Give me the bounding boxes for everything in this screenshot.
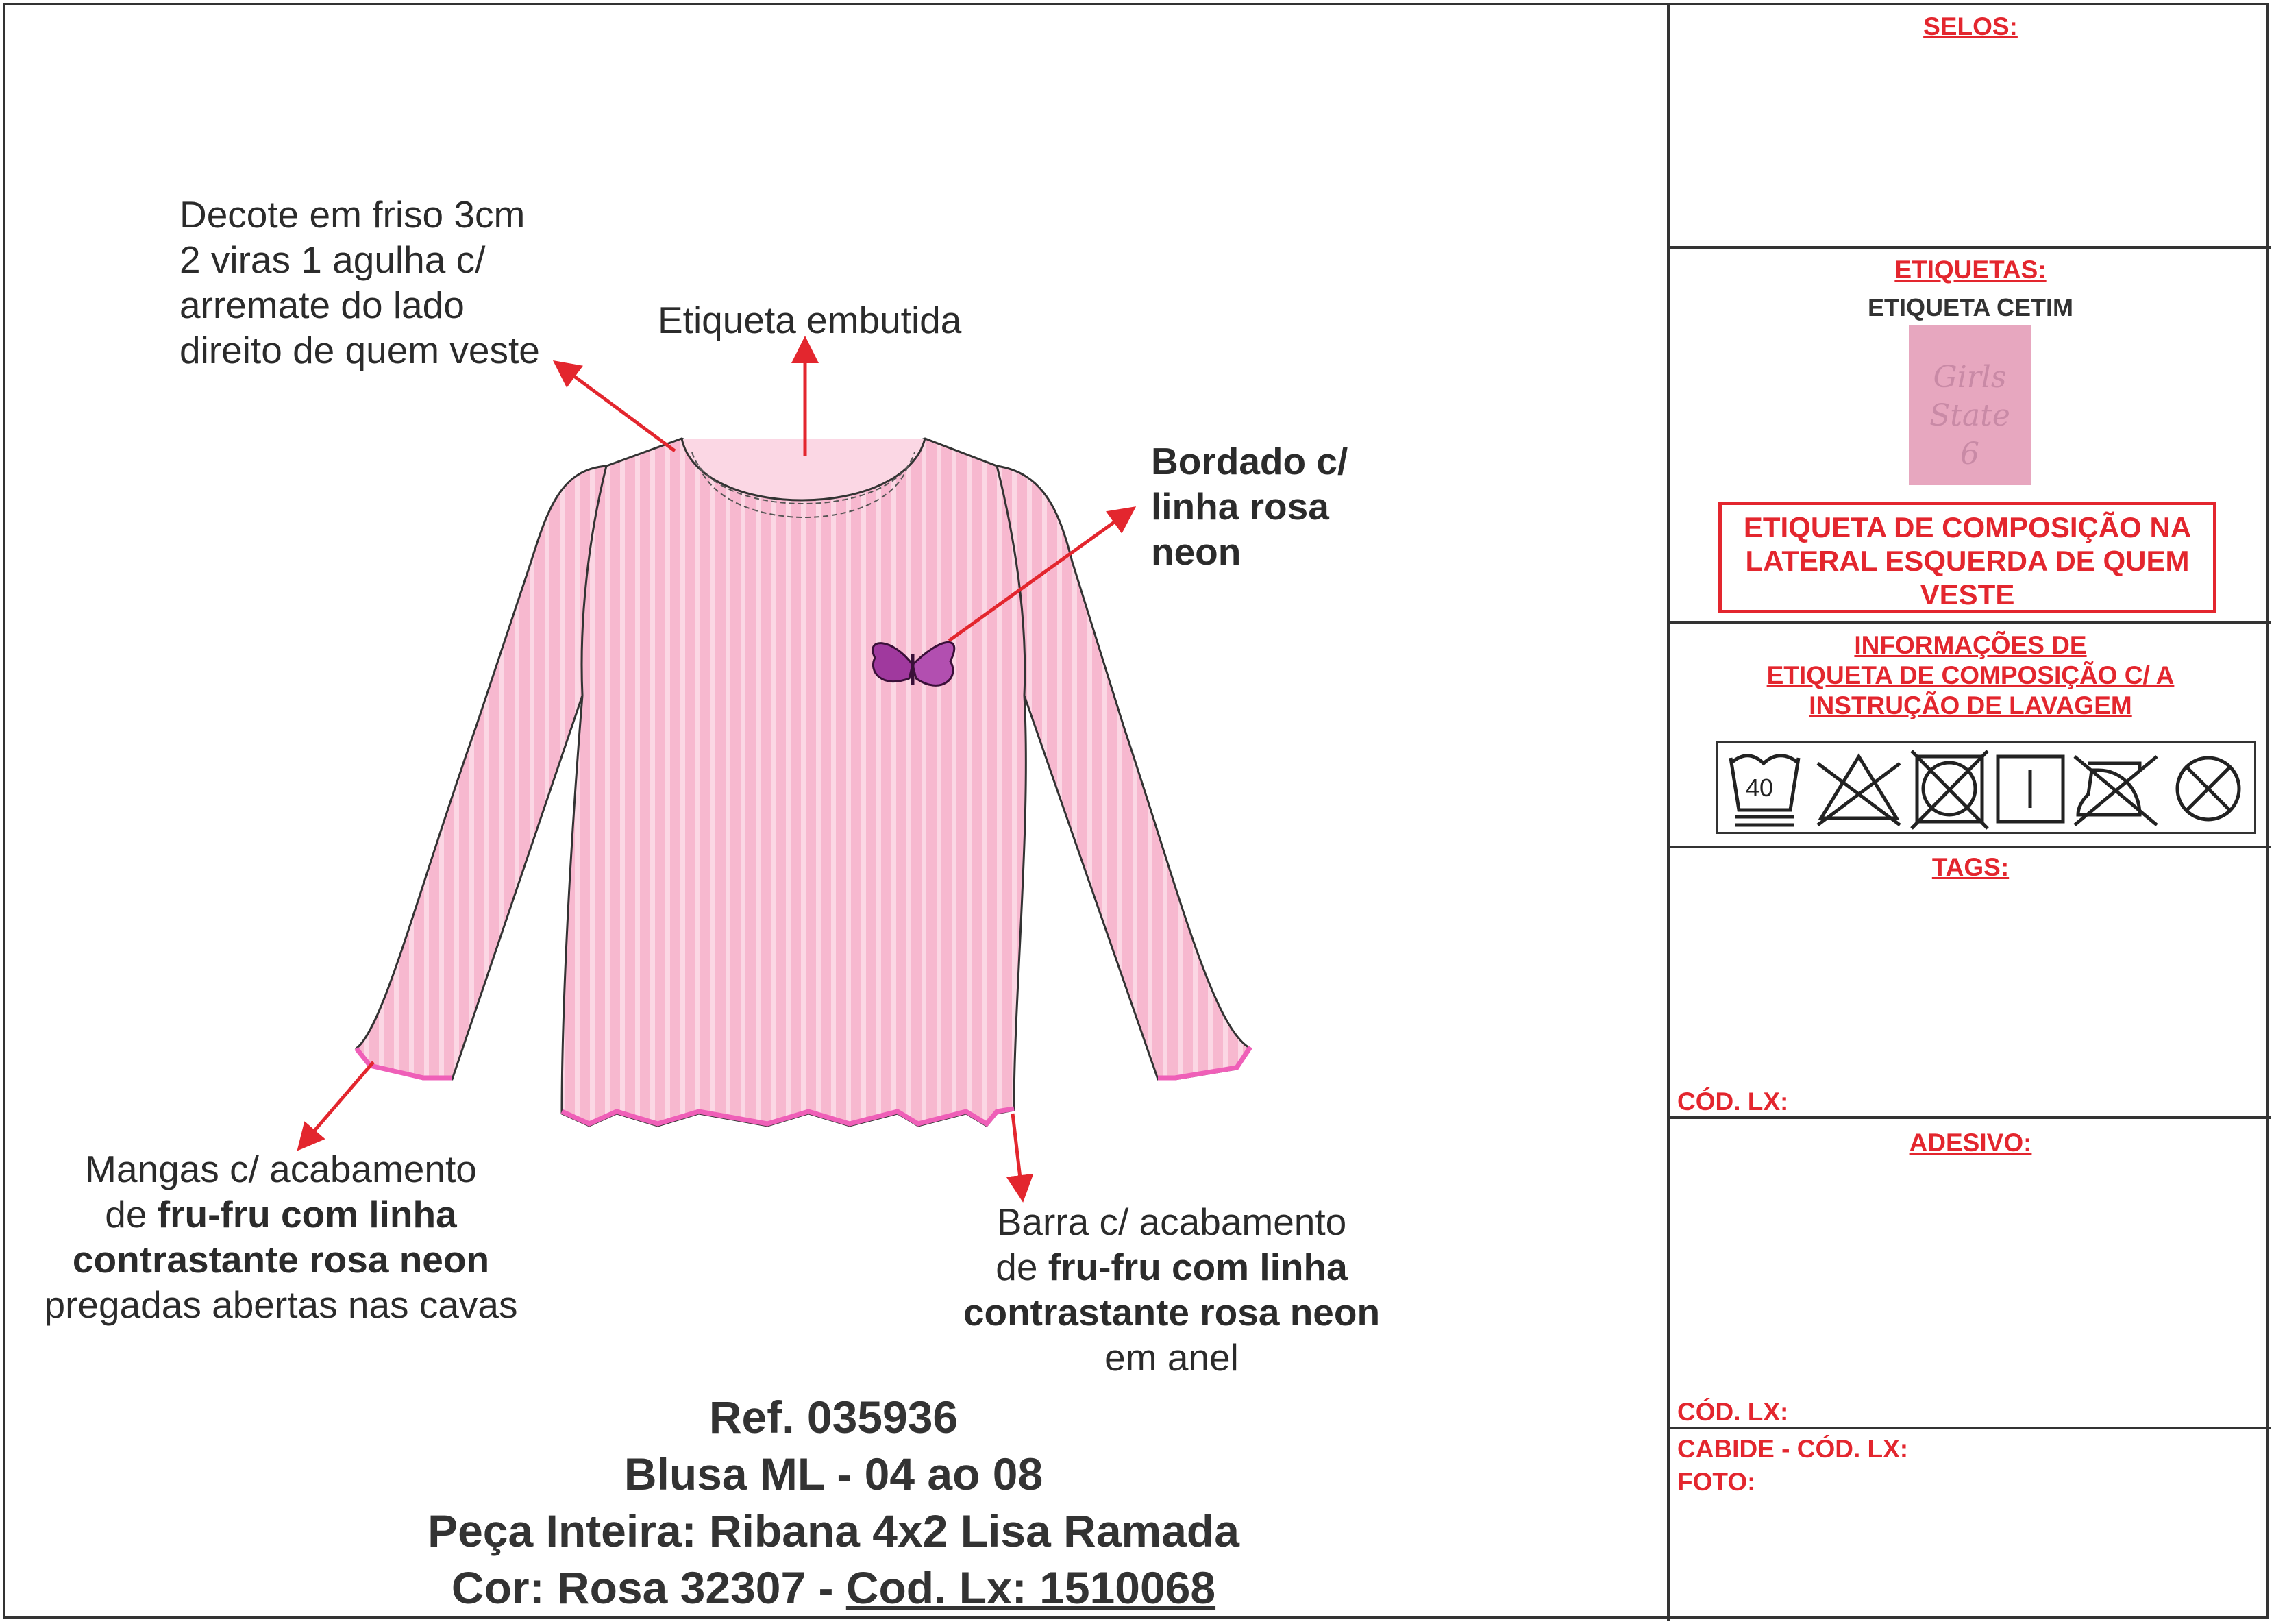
- tags-heading: TAGS:: [1931, 853, 2010, 881]
- hem-note-text: de: [996, 1246, 1048, 1288]
- care-info-line: INSTRUÇÃO DE LAVAGEM: [1809, 691, 2132, 719]
- neckline-note-line: Decote em friso 3cm: [180, 193, 526, 236]
- neckline-note-line: arremate do lado: [180, 284, 465, 326]
- hem-note-bold: contrastante rosa neon: [963, 1291, 1381, 1333]
- satin-label-title: ETIQUETA CETIM: [1868, 293, 2073, 321]
- composition-note-line: LATERAL ESQUERDA DE QUEM: [1745, 545, 2190, 577]
- color-title: [0, 1562, 1667, 1614]
- arrow-hem: [1013, 1114, 1022, 1196]
- embroidery-note-line: Bordado c/: [1151, 440, 1348, 482]
- selos-heading: SELOS:: [1923, 12, 2018, 40]
- panel-separator-4: [1667, 1116, 2271, 1119]
- composition-note-box: [1718, 502, 2216, 613]
- sleeve-note-line: Mangas c/ acabamento: [85, 1148, 477, 1190]
- embroidery-note-line: neon: [1151, 530, 1241, 573]
- care-symbols-box: [1716, 741, 2256, 834]
- hem-note-line: em anel: [1104, 1336, 1239, 1379]
- reference-title: Ref. 035936: [708, 1392, 959, 1442]
- sleeve-note: [7, 1146, 555, 1327]
- adesivo-cod-lx: CÓD. LX:: [1677, 1398, 1789, 1426]
- cabide-label: CABIDE - CÓD. LX:: [1677, 1435, 1909, 1463]
- satin-label-swatch: [1909, 325, 2031, 485]
- line-dry-icon: [1998, 756, 2063, 822]
- care-info-heading: [1670, 630, 2271, 721]
- hem-note-line: Barra c/ acabamento: [996, 1201, 1347, 1243]
- tags-cod-lx: CÓD. LX:: [1677, 1087, 1789, 1116]
- neckline-note-line: direito de quem veste: [180, 329, 540, 371]
- composition-note-line: VESTE: [1920, 578, 2015, 611]
- adesivo-heading: ADESIVO:: [1909, 1129, 2032, 1157]
- satin-label-text: 6: [1960, 436, 1979, 471]
- etiquetas-heading: ETIQUETAS:: [1894, 256, 2047, 284]
- label-note: Etiqueta embutida: [658, 299, 962, 341]
- embroidery-note: [1151, 439, 1348, 574]
- wash-temp-label: 40: [1746, 774, 1774, 802]
- hem-note: [911, 1199, 1432, 1380]
- neckline-note-line: 2 viras 1 agulha c/: [180, 238, 486, 281]
- care-info-line: ETIQUETA DE COMPOSIÇÃO C/ A: [1766, 661, 2175, 689]
- color-code: Cod. Lx: 1510068: [845, 1562, 1216, 1613]
- panel-separator-2: [1667, 621, 2271, 624]
- sleeve-note-line: pregadas abertas nas cavas: [44, 1283, 518, 1326]
- sleeve-note-text: de: [105, 1193, 158, 1235]
- fabric-title: Peça Inteira: Ribana 4x2 Lisa Ramada: [428, 1505, 1239, 1556]
- care-symbols: [1718, 743, 2258, 836]
- no-bleach-icon: [1818, 756, 1900, 825]
- arrow-neckline: [558, 365, 675, 451]
- foto-label: FOTO:: [1677, 1468, 1756, 1496]
- panel-separator-5: [1667, 1427, 2271, 1429]
- neckline-note: [180, 192, 540, 373]
- product-title: Blusa ML - 04 ao 08: [623, 1449, 1043, 1499]
- sleeve-note-bold: fru-fru com linha: [157, 1193, 457, 1235]
- garment-body: [562, 439, 1026, 1126]
- satin-label-text: State: [1929, 398, 2010, 433]
- no-iron-icon: [2075, 756, 2157, 825]
- composition-note-line: ETIQUETA DE COMPOSIÇÃO NA: [1743, 511, 2192, 543]
- satin-label-text: Girls: [1933, 360, 2007, 395]
- panel-separator-3: [1667, 846, 2271, 848]
- color-text: Cor: Rosa 32307 -: [451, 1562, 846, 1613]
- embroidery-note-line: linha rosa: [1151, 485, 1329, 528]
- care-info-line: INFORMAÇÕES DE: [1854, 631, 2087, 659]
- panel-separator-1: [1667, 246, 2271, 249]
- sleeve-note-bold: contrastante rosa neon: [72, 1238, 490, 1281]
- no-dry-clean-icon: [2177, 758, 2239, 820]
- wash-40-gentle-icon: [1731, 756, 1799, 825]
- arrow-sleeve: [301, 1062, 373, 1146]
- no-tumble-dry-icon: [1912, 751, 1988, 828]
- hem-note-bold: fru-fru com linha: [1048, 1246, 1348, 1288]
